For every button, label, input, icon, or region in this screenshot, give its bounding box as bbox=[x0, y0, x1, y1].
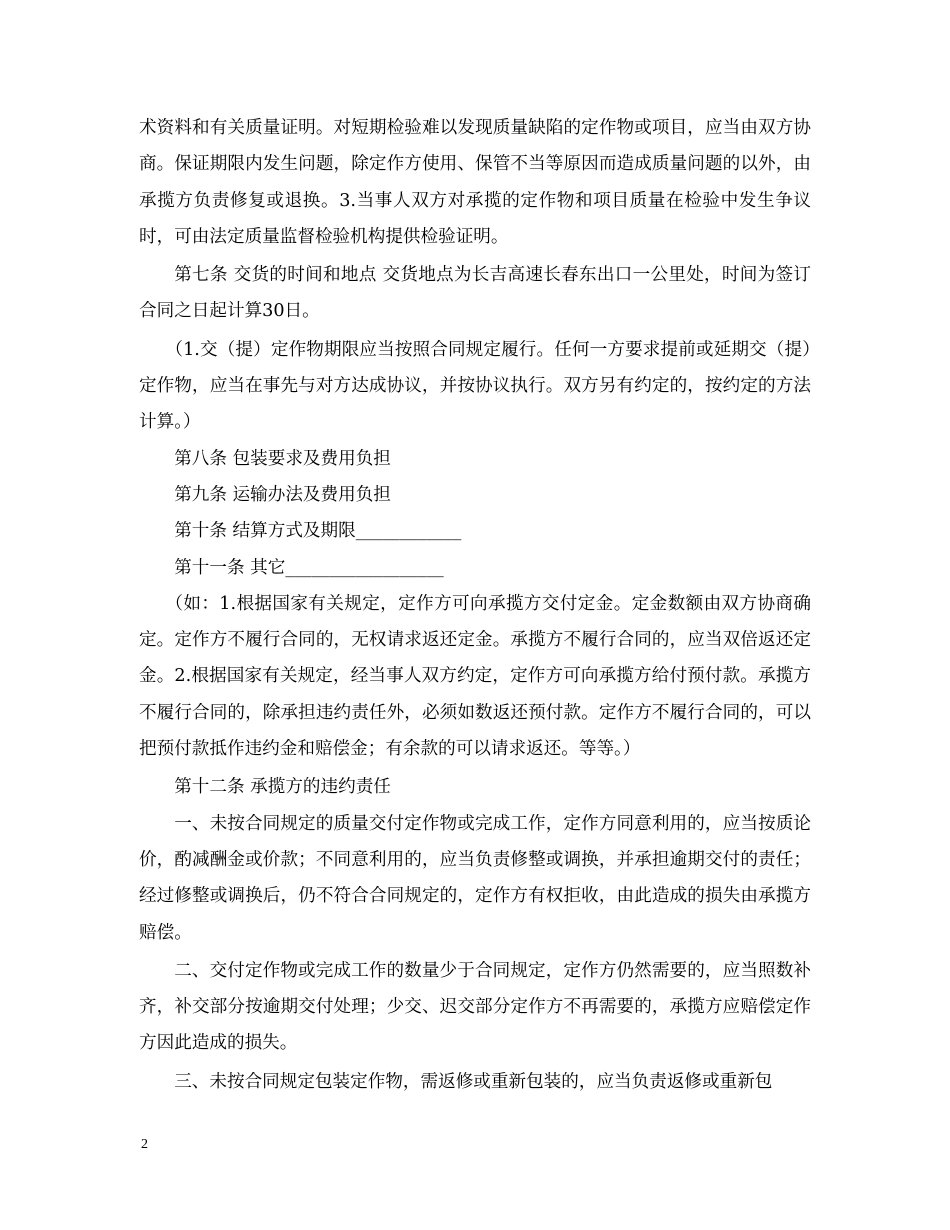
paragraph-article-12-item-3: 三、未按合同规定包装定作物，需返修或重新包装的，应当负责返修或重新包 bbox=[174, 1071, 773, 1092]
paragraph-article-8: 第八条 包装要求及费用负担 bbox=[174, 448, 391, 469]
paragraph-article-12: 第十二条 承揽方的违约责任 bbox=[174, 777, 391, 798]
paragraph-article-10: 第十条 结算方式及期限____________ bbox=[174, 521, 462, 542]
paragraph-article-9: 第九条 运输办法及费用负担 bbox=[174, 484, 391, 505]
paragraph-article-12-item-2: 二、交付定作物或完成工作的数量少于合同规定，定作方仍然需要的，应当照数补齐，补交部分按逾期交付处理；少交、迟交部分定作方不再需要的，承揽方应赔偿定作方因此造成的损失。 bbox=[139, 960, 811, 1054]
paragraph-article-7-note: （1.交（提）定作物期限应当按照合同规定履行。任何一方要求提前或延期交（提）定作物，应当在事先与对方达成协议，并按协议执行。双方另有约定的，按约定的方法计算。） bbox=[139, 339, 811, 433]
paragraph-quality-continued: 术资料和有关质量证明。对短期检验难以发现质量缺陷的定作物或项目，应当由双方协商。保证期限内发生问题，除定作方使用、保管不当等原因而造成质量问题的以外，由承揽方负责修复或退换。3.当事人双方对承揽的定作物和项目质量在检验中发生争议时，可由法定质量监督检验机构提供检验证明。 bbox=[139, 118, 811, 247]
paragraph-article-12-item-1: 一、未按合同规定的质量交付定作物或完成工作，定作方同意利用的，应当按质论价，酌减酬金或价款；不同意利用的，应当负责修整或调换，并承担逾期交付的责任；经过修整或调换后，仍不符合合同规定的，定作方有权拒收，由此造成的损失由承揽方赔偿。 bbox=[139, 813, 811, 943]
paragraph-article-7: 第七条 交货的时间和地点 交货地点为长吉高速长春东出口一公里处，时间为签订合同之日起计算30日。 bbox=[139, 265, 811, 322]
document-body bbox=[139, 110, 811, 1100]
paragraph-article-11: 第十一条 其它__________________ bbox=[174, 557, 444, 578]
page-number: 2 bbox=[141, 1137, 148, 1152]
paragraph-article-11-note: （如：1.根据国家有关规定，定作方可向承揽方交付定金。定金数额由双方协商确定。定作方不履行合同的，无权请求返还定金。承揽方不履行合同的，应当双倍返还定金。2.根据国家有关规定，经当事人双方约定，定作方可向承揽方给付预付款。承揽方不履行合同的，除承担违约责任外，必须如数返还预付款。定作方不履行合同的，可以把预付款抵作违约金和赔偿金；有余款的可以请求返还。等等。） bbox=[139, 593, 811, 760]
